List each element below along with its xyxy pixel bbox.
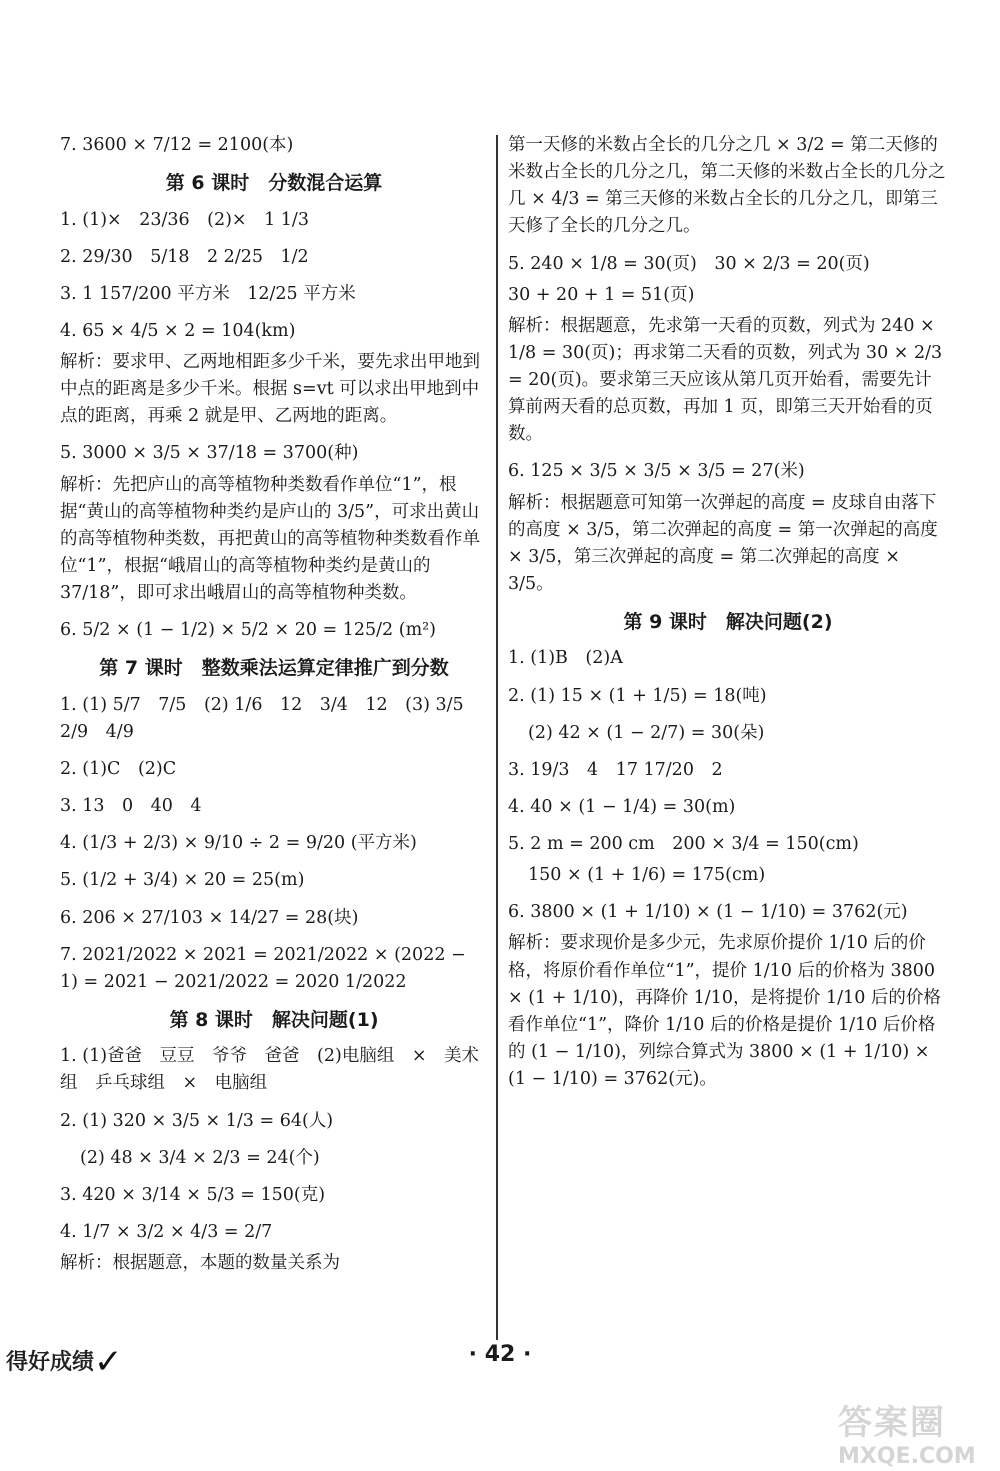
answer-line: 3. 19/3 4 17 17/20 2 (508, 759, 723, 780)
answer-line: 6. 125 × 3/5 × 3/5 × 3/5 = 27(米) (508, 461, 805, 482)
analysis-text: 解析：根据题意，先求第一天看的页数，列式为 240 × 1/8 = 30(页)；再求第二天看的页数，列式为 30 × 2/3 = 20(页)。要求第三天应该从第几页开始看，需要先计算前两天看的总页数，再加 1 页，即第三天开始看的页数。 (508, 315, 943, 445)
analysis-text: 解析：根据题意可知第一次弹起的高度 = 皮球自由落下的高度 × 3/5，第二次弹起的高度 = 第一次弹起的高度 × 3/5，第三次弹起的高度 = 第二次弹起的高度 × 3/5。 (508, 492, 938, 594)
answer-line: 3. 420 × 3/14 × 5/3 = 150(克) (60, 1184, 326, 1205)
answer-line: 6. 5/2 × (1 − 1/2) × 5/2 × 20 = 125/2 (m²) (60, 620, 437, 641)
answer-line: 30 + 20 + 1 = 51(页) (508, 284, 695, 305)
answer-line: 5. 240 × 1/8 = 30(页) 30 × 2/3 = 20(页) (508, 253, 870, 274)
answer-line: 5. 2 m = 200 cm 200 × 3/4 = 150(cm) (508, 834, 859, 855)
answer-line: (2) 48 × 3/4 × 2/3 = 24(个) (80, 1147, 320, 1168)
answer-line: 7. 3600 × 7/12 = 2100(本) (60, 135, 294, 155)
answer-line: 1. (1)B (2)A (508, 648, 623, 669)
analysis-text: 解析：要求现价是多少元，先求原价提价 1/10 后的价格，将原价看作单位“1”，提价 1/10 后的价格为 3800 × (1 + 1/10)，再降价 1/10，是将提价 1/10 后的价格看作单位“1”，降价 1/10 后的价格是提价 1/10 后价格的 (1 − 1/10)，列综合算式为 3800 × (1 + 1/10) × (1 − 1/10) = 3762(元)。 (508, 933, 941, 1090)
answer-line: 6. 206 × 27/103 × 14/27 = 28(块) (60, 907, 359, 928)
answer-line: 1. (1)爸爸 豆豆 爷爷 爸爸 (2)电脑组 × 美术组 乒乓球组 × 电脑组 (60, 1046, 479, 1094)
check-icon: ✓ (94, 1342, 123, 1382)
answer-line: 1. (1) 5/7 7/5 (2) 1/6 12 3/4 12 (3) 3/5 2/9 4/9 (60, 694, 482, 742)
answer-line: 1. (1)× 23/36 (2)× 1 1/3 (60, 209, 309, 230)
answer-line: 2. (1)C (2)C (60, 759, 177, 779)
answer-line: 4. 1/7 × 3/2 × 4/3 = 2/7 (60, 1221, 273, 1242)
column-divider (496, 135, 498, 1340)
watermark-line1: 答案圈 (838, 1403, 946, 1443)
brand-text: 得好成绩 (6, 1350, 95, 1375)
analysis-text: 第一天修的米数占全长的几分之几 × 3/2 = 第二天修的米数占全长的几分之几，第二天修的米数占全长的几分之几 × 4/3 = 第三天修的米数占全长的几分之几，即第三天修了全长的几分之几。 (508, 135, 946, 237)
answer-line: 4. (1/3 + 2/3) × 9/10 ÷ 2 = 9/20 (平方米) (60, 833, 417, 854)
watermark-line2: MXQE.COM (838, 1444, 976, 1469)
analysis-text: 解析：先把庐山的高等植物种类数看作单位“1”，根据“黄山的高等植物种类约是庐山的 3/5”，可求出黄山的高等植物种类数，再把黄山的高等植物种类数看作单位“1”，根据“峨眉山的高等植物种类约是黄山的 37/18”，即可求出峨眉山的高等植物种类数。 (60, 474, 480, 604)
right-column (508, 132, 948, 1103)
answer-line: 7. 2021/2022 × 2021 = 2021/2022 × (2022 − 1) = 2021 − 2021/2022 = 2020 1/2022 (60, 944, 466, 992)
section-title: 第 9 课时 解决问题(2) (623, 611, 833, 633)
page-number: · 42 · (468, 1342, 532, 1367)
answer-line: 4. 65 × 4/5 × 2 = 104(km) (60, 320, 296, 341)
answer-line: 5. 3000 × 3/5 × 37/18 = 3700(种) (60, 443, 359, 464)
answer-line: 3. 1 157/200 平方米 12/25 平方米 (60, 283, 356, 304)
section-title: 第 6 课时 分数混合运算 (165, 172, 383, 195)
left-column (60, 132, 488, 1287)
answer-line: (2) 42 × (1 − 2/7) = 30(朵) (528, 722, 765, 743)
answer-line: 3. 13 0 40 4 (60, 796, 202, 817)
watermark (838, 1395, 988, 1469)
answer-line: 4. 40 × (1 − 1/4) = 30(m) (508, 796, 736, 817)
answer-line: 150 × (1 + 1/6) = 175(cm) (528, 865, 766, 886)
answer-line: 2. (1) 15 × (1 + 1/5) = 18(吨) (508, 685, 767, 706)
answer-line: 2. (1) 320 × 3/5 × 1/3 = 64(人) (60, 1110, 334, 1131)
answer-line: 2. 29/30 5/18 2 2/25 1/2 (60, 246, 309, 267)
answer-line: 6. 3800 × (1 + 1/10) × (1 − 1/10) = 3762(元) (508, 902, 908, 923)
analysis-text: 解析：根据题意，本题的数量关系为 (60, 1253, 340, 1274)
section-title: 第 7 课时 整数乘法运算定律推广到分数 (99, 657, 449, 680)
answer-line: 5. (1/2 + 3/4) × 20 = 25(m) (60, 870, 305, 891)
section-title: 第 8 课时 解决问题(1) (169, 1008, 379, 1031)
analysis-text: 解析：要求甲、乙两地相距多少千米，要先求出甲地到中点的距离是多少千米。根据 s=vt 可以求出甲地到中点的距离，再乘 2 就是甲、乙两地的距离。 (60, 352, 480, 427)
